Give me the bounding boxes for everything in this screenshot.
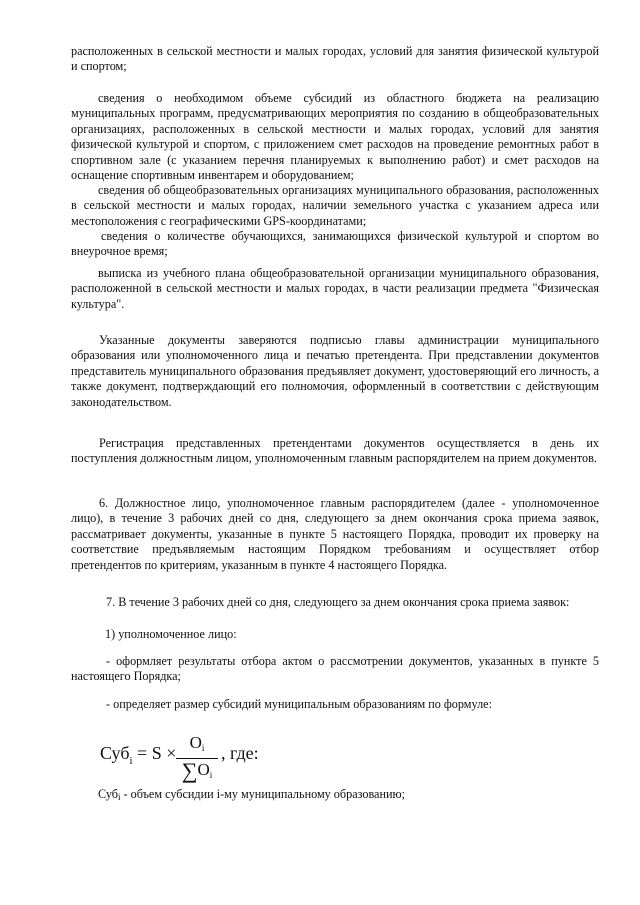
formula-lhs: Суб$_i$ = S × [100, 743, 177, 767]
formula-numerator: Oi [189, 733, 205, 753]
paragraph-subsidy-definition: Субi - объем субсидии i-му муниципальному образованию; [98, 787, 405, 802]
subsidy-formula [100, 733, 320, 783]
paragraph-section-6: 6. Должностное лицо, уполномоченное главным распорядителем (далее - уполномоченное лицо), в течение 3 рабочих дней со дня, следующего за днем окончания срока приема заявок, рассматривает документы, указанные в пункте 5 настоящего Порядка, проводит их проверку на соответствие предъявляемым настоящим Порядком требованиям и осуществляет отбор претендентов по критериям, указанным в пункте 4 настоящего Порядка. [71, 496, 599, 572]
paragraph-students-count: сведения о количестве обучающихся, занимающихся физической культурой и спортом во внеурочное время; [71, 229, 599, 259]
paragraph-selection-results: - оформляет результаты отбора актом о рассмотрении документов, указанных в пункте 5 настоящего Порядка; [71, 654, 599, 684]
formula-denominator: ∑Oi [181, 758, 213, 783]
paragraph-section-7: 7. В течение 3 рабочих дней со дня, следующего за днем окончания срока приема заявок: [106, 595, 570, 609]
formula-fraction [176, 734, 218, 785]
paragraph-curriculum-extract: выписка из учебного плана общеобразовательной организации муниципального образования, расположенной в сельской местности и малых городах, в части реализации предмета "Физическая культура". [71, 266, 599, 311]
paragraph-formula-intro: - определяет размер субсидий муниципальным образованиям по формуле: [106, 697, 492, 711]
formula-tail: , где: [221, 743, 259, 763]
paragraph-subsidy-volume: сведения о необходимом объеме субсидий из областного бюджета на реализацию муниципальных программ, предусматривающих мероприятия по созданию в общеобразовательных организациях, расположенных в сельской местности и малых городах, условий для занятия физической культурой и спортом, с приложением смет расходов на проведение ремонтных работ в спортивном зале (с указанием перечня планируемых к выполнению работ) и смет расходов на оснащение спортивным инвентарем и оборудованием; [71, 91, 599, 183]
paragraph-continuation: расположенных в сельской местности и малых городах, условий для занятия физической культурой и спортом; [71, 44, 599, 74]
paragraph-documents-certification: Указанные документы заверяются подписью главы администрации муниципального образования или уполномоченного лица и печатью претендента. При представлении документов представитель муниципального образования предъявляет документ, удостоверяющий его личность, а также документ, подтверждающий его полномочия, оформленный в соответствии с действующим законодательством. [71, 333, 599, 409]
paragraph-registration: Регистрация представленных претендентами документов осуществляется в день их поступления должностным лицом, уполномоченным главным распорядителем на прием документов. [71, 436, 599, 466]
paragraph-organizations-info: сведения об общеобразовательных организациях муниципального образования, расположенных в сельской местности и малых городах, наличии земельного участка с указанием адреса или местоположения с географическими GPS-координатами; [71, 183, 599, 228]
paragraph-authorized-person: 1) уполномоченное лицо: [105, 627, 237, 641]
